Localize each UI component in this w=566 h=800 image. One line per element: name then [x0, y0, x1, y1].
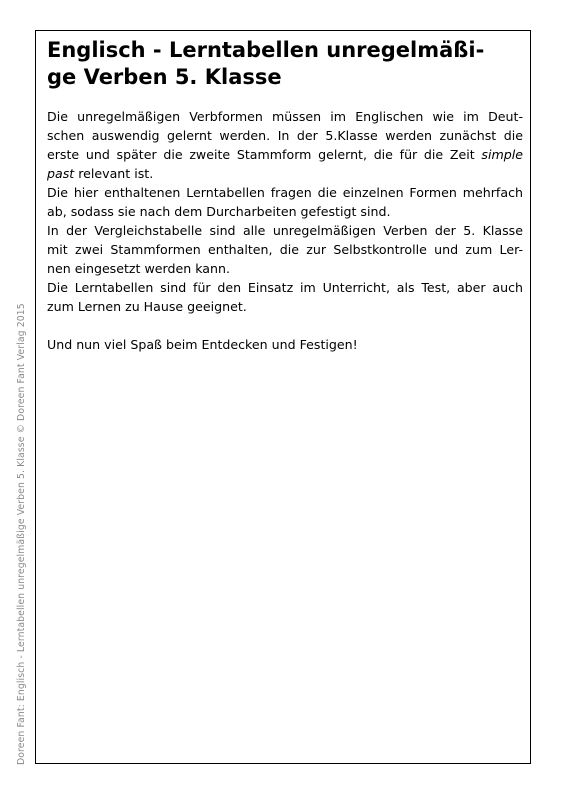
page-title: [47, 37, 521, 91]
closing-line: Und nun viel Spaß beim Entdecken und Festigen!: [47, 337, 358, 352]
paragraph-line-text: erste und später die zweite Stammform gelernt, die für die Zeit: [47, 147, 475, 162]
paragraph-closing: [47, 335, 523, 354]
paragraph-line: In der Vergleichstabelle sind alle unregelmäßigen Verben der 5. Klasse: [47, 223, 523, 238]
paragraph-line: schen auswendig gelernt werden. In der 5.Klasse werden zunächst die: [47, 128, 523, 143]
emphasis-text: past: [47, 166, 75, 181]
paragraph-line: [47, 145, 523, 164]
paragraph-usage: [47, 278, 523, 316]
paragraph-line: Die Lerntabellen sind für den Einsatz im Unterricht, als Test, aber auch: [47, 280, 523, 295]
title-line-1: Englisch - Lerntabellen unregelmäßi-: [47, 38, 485, 62]
paragraph-line: ab, sodass sie nach dem Durcharbeiten gefestigt sind.: [47, 204, 391, 219]
page-frame: [35, 30, 531, 764]
paragraph-spacer: [47, 316, 523, 335]
paragraph-line: zum Lernen zu Hause geeignet.: [47, 299, 247, 314]
title-line-2: ge Verben 5. Klasse: [47, 65, 282, 89]
paragraph-line: nen eingesetzt werden kann.: [47, 261, 230, 276]
paragraph-line: mit zwei Stammformen enthalten, die zur Selbstkontrolle und zum Ler-: [47, 242, 523, 257]
emphasis-text: simple: [481, 147, 523, 162]
paragraph-learning-tables: [47, 183, 523, 221]
paragraph-line: Die unregelmäßigen Verbformen müssen im Englischen wie im Deut-: [47, 109, 523, 124]
paragraph-line-text: relevant ist.: [78, 166, 154, 181]
side-credit: Doreen Fant: Englisch - Lerntabellen unregelmäßige Verben 5. Klasse © Doreen Fant Verlag 2015: [16, 303, 27, 765]
paragraph-comparison-table: [47, 221, 523, 278]
paragraph-intro: [47, 107, 523, 183]
paragraph-line: Die hier enthaltenen Lerntabellen fragen die einzelnen Formen mehrfach: [47, 185, 523, 200]
paragraph-line: [47, 164, 523, 183]
body-text: [47, 107, 523, 354]
